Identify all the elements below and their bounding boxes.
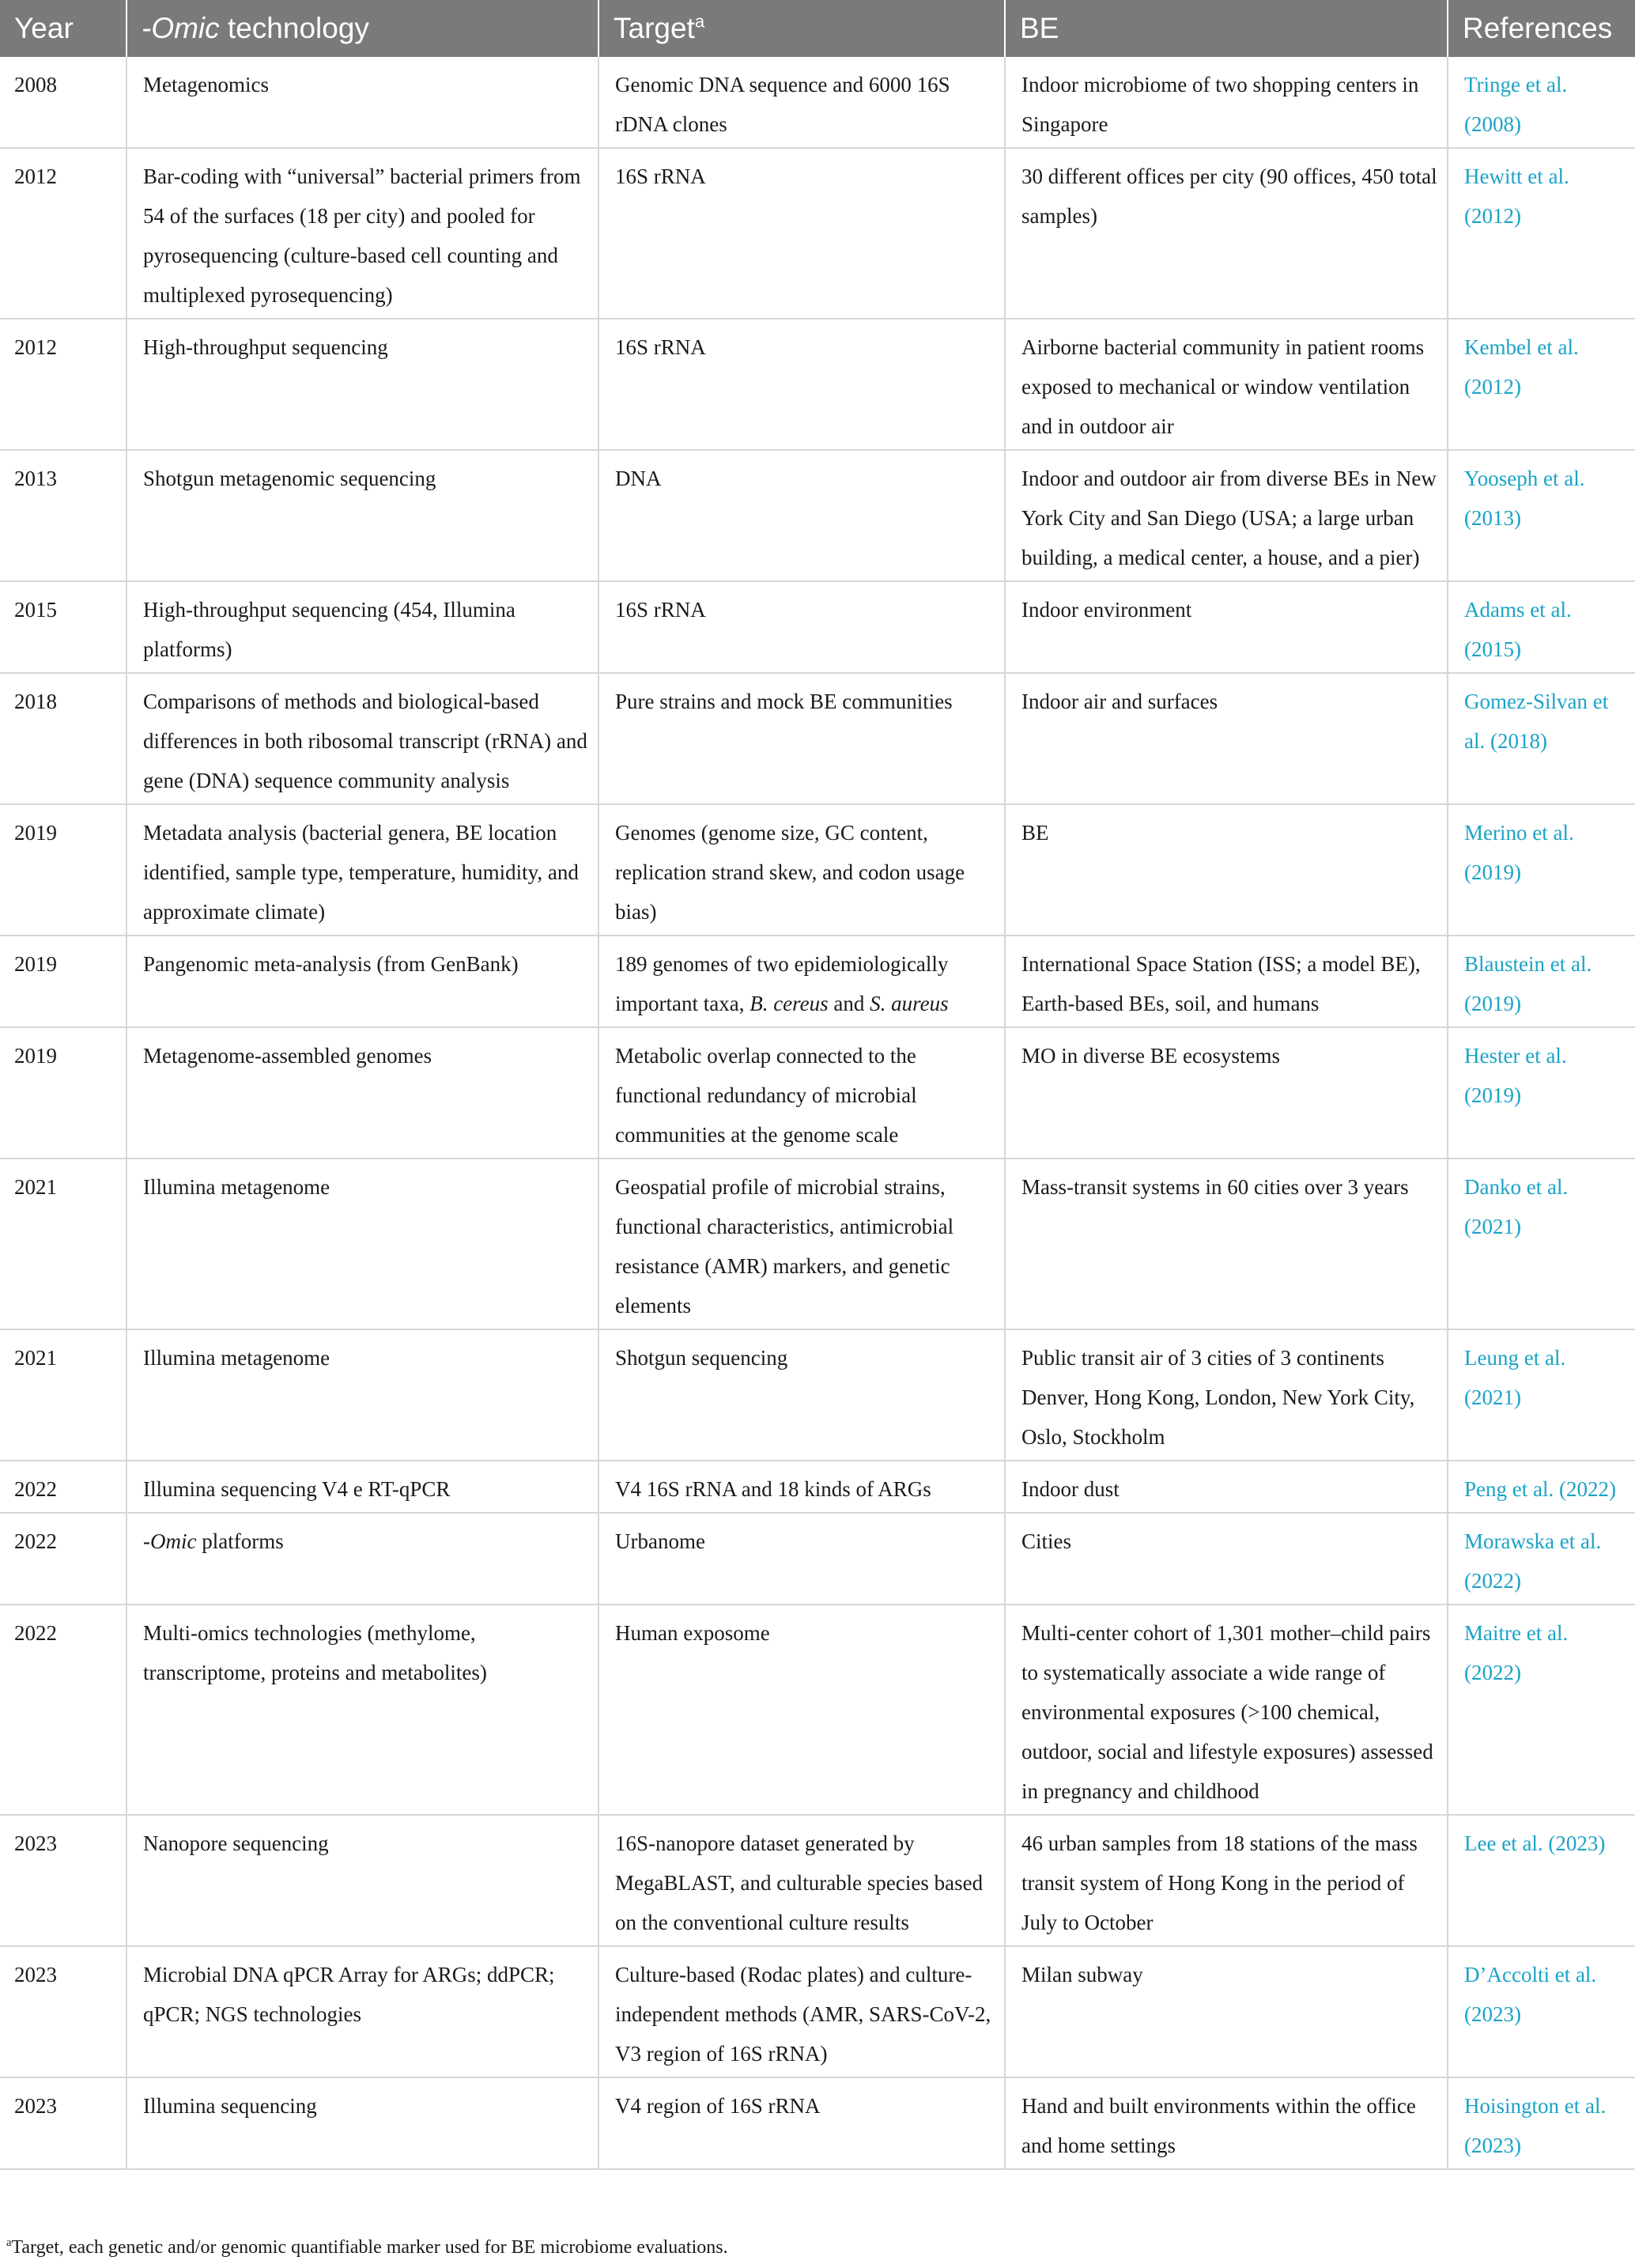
- table-row: [0, 2077, 1635, 2169]
- cell-be: Airborne bacterial community in patient rooms exposed to mechanical or window ventilation and in outdoor air: [1005, 319, 1448, 450]
- cell-target: Shotgun sequencing: [598, 1329, 1005, 1461]
- cell-be: Mass-transit systems in 60 cities over 3 years: [1005, 1159, 1448, 1329]
- cell-technology: [126, 1513, 598, 1605]
- header-omic-suffix: technology: [219, 12, 369, 44]
- reference-link[interactable]: Peng et al. (2022): [1464, 1477, 1616, 1501]
- cell-target: Geospatial profile of microbial strains, functional characteristics, antimicrobial resistance (AMR) markers, and genetic elements: [598, 1159, 1005, 1329]
- cell-be: Public transit air of 3 cities of 3 continents Denver, Hong Kong, London, New York City, Oslo, Stockholm: [1005, 1329, 1448, 1461]
- cell-technology: Bar-coding with “universal” bacterial primers from 54 of the surfaces (18 per city) and pooled for pyrosequencing (culture-based cell counting and multiplexed pyrosequencing): [126, 148, 598, 319]
- cell-target: Urbanome: [598, 1513, 1005, 1605]
- cell-target: Human exposome: [598, 1605, 1005, 1815]
- table-row: [0, 1946, 1635, 2077]
- cell-reference: [1448, 1329, 1635, 1461]
- cell-reference: [1448, 1605, 1635, 1815]
- table-row: [0, 1513, 1635, 1605]
- cell-target: V4 region of 16S rRNA: [598, 2077, 1005, 2169]
- target-text-part: S. aureus: [870, 992, 949, 1015]
- cell-technology: Shotgun metagenomic sequencing: [126, 450, 598, 581]
- cell-technology: Comparisons of methods and biological-based differences in both ribosomal transcript (rRNA) and gene (DNA) sequence community analysis: [126, 673, 598, 804]
- header-omic-prefix: -Omic: [142, 12, 220, 44]
- cell-year: 2012: [0, 319, 126, 450]
- target-text-part: 189 genomes of two epidemiologically important taxa,: [615, 952, 949, 1015]
- cell-target: V4 16S rRNA and 18 kinds of ARGs: [598, 1461, 1005, 1513]
- cell-be: Indoor microbiome of two shopping centers in Singapore: [1005, 57, 1448, 148]
- reference-link[interactable]: Adams et al. (2015): [1464, 598, 1572, 661]
- cell-year: 2022: [0, 1513, 126, 1605]
- header-year: Year: [0, 0, 126, 57]
- reference-link[interactable]: Hewitt et al. (2012): [1464, 164, 1569, 228]
- cell-year: 2023: [0, 2077, 126, 2169]
- header-target-label: Target: [614, 12, 695, 44]
- cell-reference: [1448, 1159, 1635, 1329]
- cell-year: 2019: [0, 804, 126, 936]
- table-row: [0, 1605, 1635, 1815]
- cell-technology: Metagenome-assembled genomes: [126, 1027, 598, 1159]
- reference-link[interactable]: Merino et al. (2019): [1464, 821, 1574, 884]
- cell-be: MO in diverse BE ecosystems: [1005, 1027, 1448, 1159]
- cell-technology: Pangenomic meta-analysis (from GenBank): [126, 936, 598, 1027]
- table-row: [0, 1329, 1635, 1461]
- cell-target: Metabolic overlap connected to the functional redundancy of microbial communities at the genome scale: [598, 1027, 1005, 1159]
- cell-be: International Space Station (ISS; a model BE), Earth-based BEs, soil, and humans: [1005, 936, 1448, 1027]
- cell-be: Indoor and outdoor air from diverse BEs in New York City and San Diego (USA; a large urban building, a medical center, a house, and a pier): [1005, 450, 1448, 581]
- cell-technology: Illumina sequencing: [126, 2077, 598, 2169]
- cell-target: Pure strains and mock BE communities: [598, 673, 1005, 804]
- footnote-text: Target, each genetic and/or genomic quantifiable marker used for BE microbiome evaluations.: [11, 2237, 728, 2258]
- table-row: [0, 581, 1635, 673]
- cell-target: Genomes (genome size, GC content, replication strand skew, and codon usage bias): [598, 804, 1005, 936]
- cell-year: 2008: [0, 57, 126, 148]
- reference-link[interactable]: Kembel et al. (2012): [1464, 335, 1579, 399]
- cell-year: 2015: [0, 581, 126, 673]
- table-row: [0, 1027, 1635, 1159]
- reference-link[interactable]: Morawska et al. (2022): [1464, 1529, 1602, 1593]
- cell-year: 2022: [0, 1605, 126, 1815]
- cell-technology: Multi-omics technologies (methylome, transcriptome, proteins and metabolites): [126, 1605, 598, 1815]
- cell-reference: [1448, 1027, 1635, 1159]
- reference-link[interactable]: D’Accolti et al. (2023): [1464, 1963, 1597, 2026]
- cell-target: Culture-based (Rodac plates) and culture-independent methods (AMR, SARS-CoV-2, V3 region of 16S rRNA): [598, 1946, 1005, 2077]
- cell-target: Genomic DNA sequence and 6000 16S rDNA clones: [598, 57, 1005, 148]
- cell-reference: [1448, 936, 1635, 1027]
- technology-text-part: platforms: [196, 1529, 284, 1553]
- cell-be: 46 urban samples from 18 stations of the mass transit system of Hong Kong in the period of July to October: [1005, 1815, 1448, 1946]
- table-footnote: [6, 2235, 728, 2260]
- cell-technology: Metadata analysis (bacterial genera, BE location identified, sample type, temperature, humidity, and approximate climate): [126, 804, 598, 936]
- cell-reference: [1448, 319, 1635, 450]
- table-row: [0, 319, 1635, 450]
- header-row: [0, 0, 1635, 57]
- cell-technology: Illumina sequencing V4 e RT-qPCR: [126, 1461, 598, 1513]
- cell-be: Multi-center cohort of 1,301 mother–child pairs to systematically associate a wide range of environmental exposures (>100 chemical, outdoor, social and lifestyle exposures) assessed in pregnancy and childhood: [1005, 1605, 1448, 1815]
- cell-be: 30 different offices per city (90 offices, 450 total samples): [1005, 148, 1448, 319]
- cell-reference: [1448, 148, 1635, 319]
- cell-be: Hand and built environments within the office and home settings: [1005, 2077, 1448, 2169]
- footnote-marker: a: [6, 2236, 12, 2249]
- cell-reference: [1448, 450, 1635, 581]
- cell-target: 16S rRNA: [598, 319, 1005, 450]
- table-row: [0, 936, 1635, 1027]
- cell-be: Indoor environment: [1005, 581, 1448, 673]
- cell-target: 16S rRNA: [598, 148, 1005, 319]
- cell-target: 16S rRNA: [598, 581, 1005, 673]
- cell-reference: [1448, 804, 1635, 936]
- table-row: [0, 1815, 1635, 1946]
- cell-year: 2022: [0, 1461, 126, 1513]
- table-row: [0, 804, 1635, 936]
- cell-technology: Microbial DNA qPCR Array for ARGs; ddPCR; qPCR; NGS technologies: [126, 1946, 598, 2077]
- table-body: [0, 57, 1635, 2169]
- reference-link[interactable]: Tringe et al. (2008): [1464, 73, 1568, 136]
- cell-year: 2013: [0, 450, 126, 581]
- target-text-part: and: [828, 992, 870, 1015]
- table-row: [0, 57, 1635, 148]
- reference-link[interactable]: Yooseph et al. (2013): [1464, 467, 1585, 530]
- cell-technology: Illumina metagenome: [126, 1159, 598, 1329]
- cell-be: BE: [1005, 804, 1448, 936]
- table-row: [0, 673, 1635, 804]
- cell-reference: [1448, 57, 1635, 148]
- reference-link[interactable]: Maitre et al. (2022): [1464, 1621, 1569, 1684]
- cell-reference: [1448, 1513, 1635, 1605]
- header-target-footnote-marker: a: [694, 11, 705, 32]
- cell-year: 2023: [0, 1946, 126, 2077]
- cell-reference: [1448, 673, 1635, 804]
- cell-year: 2019: [0, 936, 126, 1027]
- cell-target: [598, 936, 1005, 1027]
- reference-link[interactable]: Leung et al. (2021): [1464, 1346, 1566, 1409]
- header-be: BE: [1005, 0, 1448, 57]
- reference-link[interactable]: Hoisington et al. (2023): [1464, 2094, 1607, 2157]
- cell-reference: [1448, 1461, 1635, 1513]
- cell-be: Indoor dust: [1005, 1461, 1448, 1513]
- cell-be: Indoor air and surfaces: [1005, 673, 1448, 804]
- technology-text-part: -Omic: [143, 1529, 197, 1553]
- cell-technology: Illumina metagenome: [126, 1329, 598, 1461]
- cell-year: 2018: [0, 673, 126, 804]
- cell-technology: Metagenomics: [126, 57, 598, 148]
- cell-year: 2021: [0, 1329, 126, 1461]
- target-text-part: B. cereus: [750, 992, 829, 1015]
- cell-year: 2012: [0, 148, 126, 319]
- reference-link[interactable]: Gomez-Silvan et al. (2018): [1464, 690, 1609, 753]
- cell-be: Cities: [1005, 1513, 1448, 1605]
- cell-reference: [1448, 581, 1635, 673]
- cell-year: 2019: [0, 1027, 126, 1159]
- cell-reference: [1448, 1815, 1635, 1946]
- reference-link[interactable]: Lee et al. (2023): [1464, 1831, 1606, 1855]
- table-row: [0, 1159, 1635, 1329]
- cell-technology: Nanopore sequencing: [126, 1815, 598, 1946]
- reference-link[interactable]: Blaustein et al. (2019): [1464, 952, 1592, 1015]
- cell-technology: High-throughput sequencing: [126, 319, 598, 450]
- cell-target: DNA: [598, 450, 1005, 581]
- cell-technology: High-throughput sequencing (454, Illumina platforms): [126, 581, 598, 673]
- table-row: [0, 148, 1635, 319]
- reference-link[interactable]: Hester et al. (2019): [1464, 1044, 1567, 1107]
- cell-target: 16S-nanopore dataset generated by MegaBLAST, and culturable species based on the conventional culture results: [598, 1815, 1005, 1946]
- cell-be: Milan subway: [1005, 1946, 1448, 2077]
- reference-link[interactable]: Danko et al. (2021): [1464, 1175, 1569, 1238]
- cell-reference: [1448, 2077, 1635, 2169]
- table-row: [0, 450, 1635, 581]
- header-technology: [126, 0, 598, 57]
- cell-reference: [1448, 1946, 1635, 2077]
- table-row: [0, 1461, 1635, 1513]
- cell-year: 2023: [0, 1815, 126, 1946]
- cell-year: 2021: [0, 1159, 126, 1329]
- header-references: References: [1448, 0, 1635, 57]
- header-target: [598, 0, 1005, 57]
